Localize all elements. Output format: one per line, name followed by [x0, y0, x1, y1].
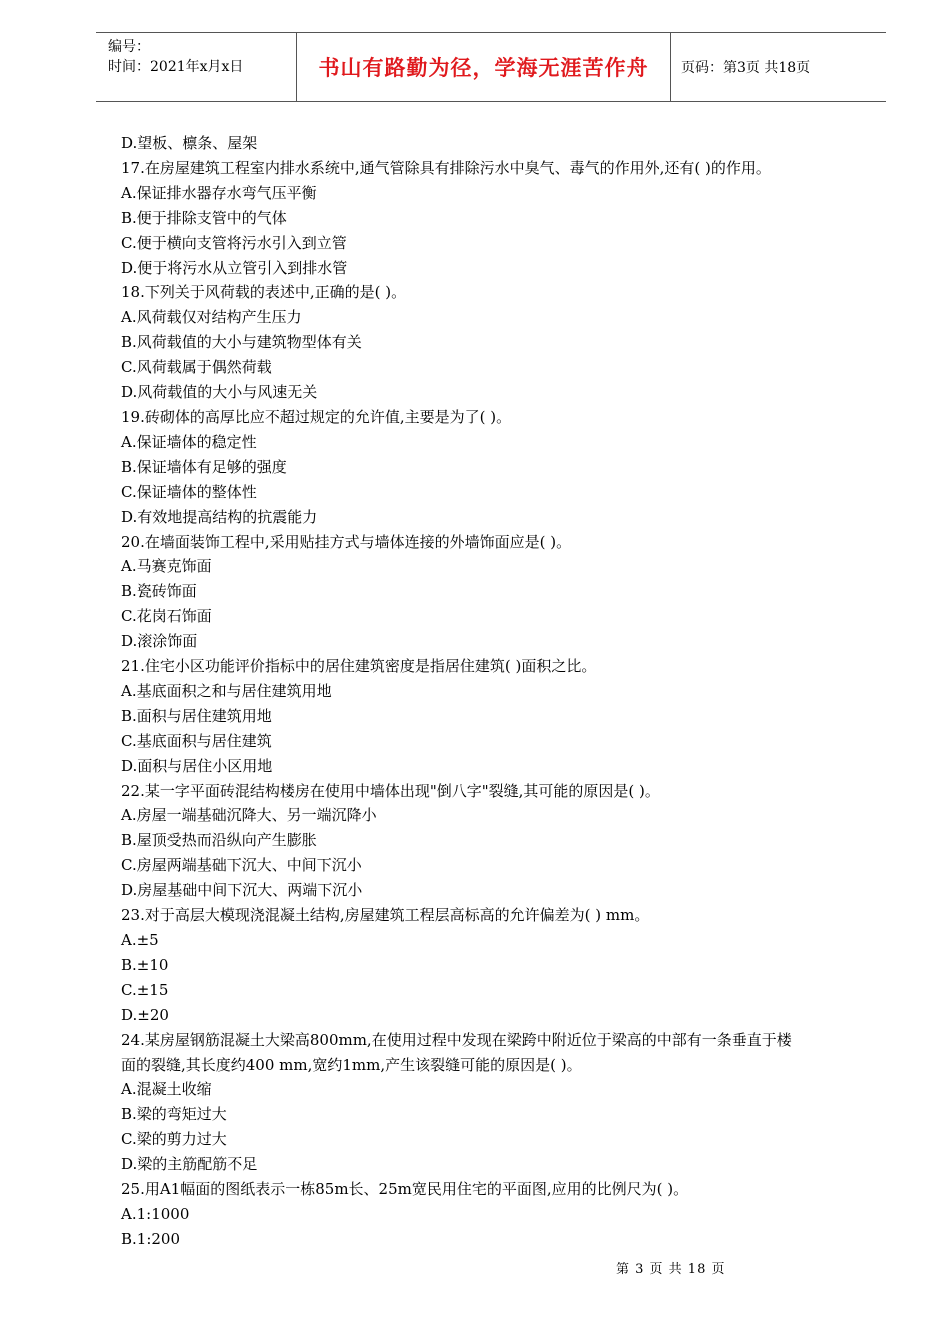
option-line: D.房屋基础中间下沉大、两端下沉小: [121, 881, 363, 900]
question-line: 17.在房屋建筑工程室内排水系统中,通气管除具有排除污水中臭气、毒气的作用外,还有( )的作用。: [121, 158, 771, 177]
question-line: 19.砖砌体的高厚比应不超过规定的允许值,主要是为了( )。: [121, 407, 512, 426]
option-line: A.保证排水器存水弯气压平衡: [121, 183, 317, 202]
option-line: B.屋顶受热而沿纵向产生膨胀: [121, 831, 317, 850]
option-line: A.1:1000: [121, 1204, 190, 1223]
question-line: 20.在墙面装饰工程中,采用贴挂方式与墙体连接的外墙饰面应是( )。: [121, 532, 572, 551]
option-line: B.±10: [121, 955, 169, 974]
option-line: B.1:200: [121, 1229, 181, 1248]
document-time-label: 时间：2021年x月x日: [108, 59, 244, 75]
page-header: [96, 32, 886, 102]
page-footer: 第 3 页 共 18 页: [616, 1262, 726, 1277]
option-line: A.基底面积之和与居住建筑用地: [121, 681, 332, 700]
option-line: D.梁的主筋配筋不足: [121, 1155, 258, 1174]
option-line: B.保证墙体有足够的强度: [121, 457, 287, 476]
option-line: A.风荷载仅对结构产生压力: [121, 308, 302, 327]
option-line: D.有效地提高结构的抗震能力: [121, 507, 318, 526]
option-line: A.马赛克饰面: [121, 557, 212, 576]
option-line: C.梁的剪力过大: [121, 1130, 227, 1149]
header-meta: [96, 33, 297, 101]
option-line: A.±5: [121, 931, 159, 949]
option-line: D.滚涂饰面: [121, 632, 198, 651]
document-number-label: 编号：: [108, 39, 150, 55]
option-line: B.瓷砖饰面: [121, 582, 197, 601]
option-line: C.±15: [121, 980, 169, 999]
option-line: C.花岗石饰面: [121, 607, 212, 626]
question-line: 22.某一字平面砖混结构楼房在使用中墙体出现"倒八字"裂缝,其可能的原因是( )。: [121, 781, 660, 800]
header-page-info: 页码：第3页 共18页: [681, 60, 811, 76]
question-line: 21.住宅小区功能评价指标中的居住建筑密度是指居住建筑( )面积之比。: [121, 657, 597, 676]
question-line: 23.对于高层大模现浇混凝土结构,房屋建筑工程层高标高的允许偏差为( ) mm。: [121, 906, 650, 925]
option-line: C.便于横向支管将污水引入到立管: [121, 233, 347, 252]
document-body: [121, 131, 866, 1252]
option-line: D.面积与居住小区用地: [121, 756, 273, 775]
option-line: C.基底面积与居住建筑: [121, 731, 272, 750]
option-line: D.望板、檩条、屋架: [121, 134, 258, 152]
option-line: D.风荷载值的大小与风速无关: [121, 383, 318, 402]
question-line: 18.下列关于风荷载的表述中,正确的是( )。: [121, 283, 407, 302]
option-line: A.房屋一端基础沉降大、另一端沉降小: [121, 806, 377, 825]
option-line: B.梁的弯矩过大: [121, 1105, 227, 1124]
option-line: C.风荷载属于偶然荷载: [121, 358, 272, 377]
option-line: C.房屋两端基础下沉大、中间下沉小: [121, 856, 362, 875]
option-line: C.保证墙体的整体性: [121, 482, 257, 501]
option-line: B.便于排除支管中的气体: [121, 208, 287, 227]
option-line: A.保证墙体的稳定性: [121, 432, 257, 451]
option-line: B.面积与居住建筑用地: [121, 706, 272, 725]
header-motto: 书山有路勤为径，学海无涯苦作舟: [297, 33, 671, 101]
option-line: D.±20: [121, 1005, 169, 1024]
text-line: 面的裂缝,其长度约400 mm,宽约1mm,产生该裂缝可能的原因是( )。: [121, 1055, 582, 1074]
option-line: D.便于将污水从立管引入到排水管: [121, 258, 348, 277]
question-line: 24.某房屋钢筋混凝土大梁高800mm,在使用过程中发现在梁跨中附近位于梁高的中部有一条垂直于楼: [121, 1030, 792, 1049]
question-line: 25.用A1幅面的图纸表示一栋85m长、25m宽民用住宅的平面图,应用的比例尺为( )。: [121, 1180, 689, 1199]
option-line: B.风荷载值的大小与建筑物型体有关: [121, 333, 362, 352]
option-line: A.混凝土收缩: [121, 1080, 212, 1099]
